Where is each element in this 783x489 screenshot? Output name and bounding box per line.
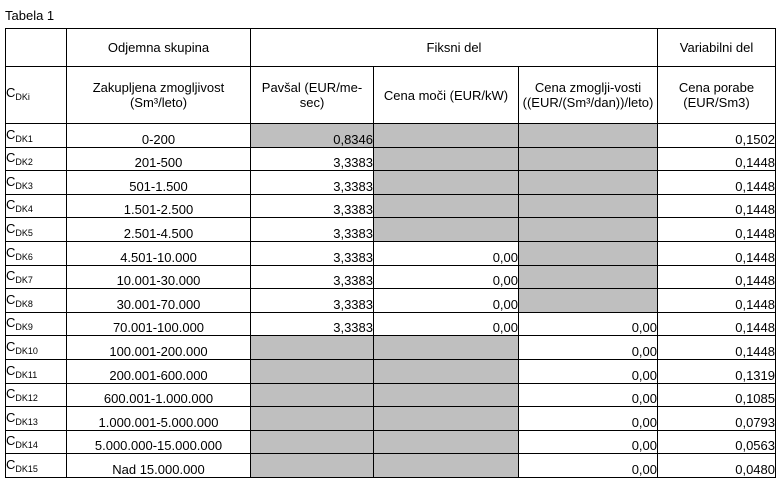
flat-fee-cell xyxy=(251,430,374,454)
consumption-price-cell: 0,1448 xyxy=(658,265,776,289)
header-group: Odjemna skupina xyxy=(67,29,251,67)
group-label-sub: DK9 xyxy=(15,322,33,333)
flat-fee-cell: 3,3383 xyxy=(251,265,374,289)
group-label-cell xyxy=(6,407,67,431)
capacity-price-cell: 0,00 xyxy=(519,407,658,431)
group-label-main: C xyxy=(6,386,16,402)
group-label-cell xyxy=(6,218,67,242)
power-price-cell xyxy=(374,218,519,242)
table-row xyxy=(6,430,776,454)
flat-fee-cell: 3,3383 xyxy=(251,241,374,265)
capacity-price-cell: 0,00 xyxy=(519,454,658,478)
group-label-main: C xyxy=(6,220,16,236)
table-row xyxy=(6,336,776,360)
power-price-cell xyxy=(374,383,519,407)
consumption-price-cell: 0,1448 xyxy=(658,312,776,336)
group-label-main: C xyxy=(6,126,16,142)
table-row xyxy=(6,124,776,148)
capacity-range-cell: 501-1.500 xyxy=(67,171,251,195)
table-caption: Tabela 1 xyxy=(5,8,55,23)
group-label-main: C xyxy=(6,291,16,307)
capacity-range-cell: 4.501-10.000 xyxy=(67,241,251,265)
group-label-sub: DK8 xyxy=(15,298,33,309)
capacity-range-cell: 0-200 xyxy=(67,124,251,148)
consumption-price-cell: 0,1085 xyxy=(658,383,776,407)
table-row xyxy=(6,454,776,478)
flat-fee-cell xyxy=(251,407,374,431)
header-row-bottom xyxy=(6,67,776,124)
header-capacity-price: Cena zmoglji-vosti ((EUR/(Sm³/dan))/leto) xyxy=(519,67,658,124)
table-row xyxy=(6,194,776,218)
group-label-main: C xyxy=(6,244,16,260)
consumption-price-cell: 0,1448 xyxy=(658,194,776,218)
capacity-price-cell xyxy=(519,265,658,289)
group-label-sub: DK1 xyxy=(15,133,33,144)
capacity-range-cell: 1.000.001-5.000.000 xyxy=(67,407,251,431)
flat-fee-cell xyxy=(251,359,374,383)
group-label-cell xyxy=(6,289,67,313)
power-price-cell: 0,00 xyxy=(374,289,519,313)
group-label-sub: DK5 xyxy=(15,227,33,238)
consumption-price-cell: 0,1448 xyxy=(658,289,776,313)
group-label-sub: DK7 xyxy=(15,275,33,286)
group-label-main: C xyxy=(6,197,16,213)
table-row xyxy=(6,218,776,242)
power-price-cell xyxy=(374,454,519,478)
capacity-range-cell: 1.501-2.500 xyxy=(67,194,251,218)
header-label-main: C xyxy=(6,85,16,100)
group-label-cell xyxy=(6,336,67,360)
capacity-price-cell xyxy=(519,241,658,265)
table-row xyxy=(6,407,776,431)
group-label-cell xyxy=(6,171,67,195)
capacity-price-cell xyxy=(519,194,658,218)
consumption-price-cell: 0,0480 xyxy=(658,454,776,478)
capacity-range-cell: 201-500 xyxy=(67,147,251,171)
flat-fee-cell: 3,3383 xyxy=(251,289,374,313)
capacity-range-cell: 10.001-30.000 xyxy=(67,265,251,289)
tariff-table xyxy=(5,28,776,478)
capacity-price-cell: 0,00 xyxy=(519,359,658,383)
consumption-price-cell: 0,1319 xyxy=(658,359,776,383)
flat-fee-cell xyxy=(251,336,374,360)
table-row xyxy=(6,383,776,407)
header-fixed-part: Fiksni del xyxy=(251,29,658,67)
flat-fee-cell: 3,3383 xyxy=(251,171,374,195)
power-price-cell xyxy=(374,124,519,148)
capacity-range-cell: 30.001-70.000 xyxy=(67,289,251,313)
capacity-range-cell: 600.001-1.000.000 xyxy=(67,383,251,407)
group-label-cell xyxy=(6,383,67,407)
header-variable-part: Variabilni del xyxy=(658,29,776,67)
table-row xyxy=(6,359,776,383)
flat-fee-cell xyxy=(251,383,374,407)
group-label-sub: DK12 xyxy=(15,393,38,404)
capacity-price-cell xyxy=(519,147,658,171)
group-label-sub: DK11 xyxy=(15,369,38,380)
power-price-cell xyxy=(374,147,519,171)
power-price-cell: 0,00 xyxy=(374,265,519,289)
group-label-main: C xyxy=(6,456,16,472)
consumption-price-cell: 0,1448 xyxy=(658,336,776,360)
group-label-sub: DK15 xyxy=(15,463,38,474)
group-label-cell xyxy=(6,241,67,265)
group-label-cell xyxy=(6,124,67,148)
header-flat-fee: Pavšal (EUR/me-sec) xyxy=(251,67,374,124)
capacity-range-cell: Nad 15.000.000 xyxy=(67,454,251,478)
consumption-price-cell: 0,1502 xyxy=(658,124,776,148)
table-row xyxy=(6,241,776,265)
flat-fee-cell: 3,3383 xyxy=(251,218,374,242)
group-label-main: C xyxy=(6,315,16,331)
capacity-range-cell: 5.000.000-15.000.000 xyxy=(67,430,251,454)
group-label-main: C xyxy=(6,173,16,189)
group-label-cell xyxy=(6,454,67,478)
table-row xyxy=(6,312,776,336)
power-price-cell: 0,00 xyxy=(374,312,519,336)
consumption-price-cell: 0,0793 xyxy=(658,407,776,431)
group-label-main: C xyxy=(6,433,16,449)
table-row xyxy=(6,147,776,171)
group-label-cell xyxy=(6,265,67,289)
capacity-range-cell: 70.001-100.000 xyxy=(67,312,251,336)
group-label-main: C xyxy=(6,362,16,378)
consumption-price-cell: 0,1448 xyxy=(658,147,776,171)
group-label-main: C xyxy=(6,409,16,425)
table-row xyxy=(6,171,776,195)
group-label-main: C xyxy=(6,268,16,284)
group-label-main: C xyxy=(6,338,16,354)
group-label-cell xyxy=(6,147,67,171)
group-label-sub: DK2 xyxy=(15,157,33,168)
header-capacity: Zakupljena zmogljivost (Sm³/leto) xyxy=(67,67,251,124)
flat-fee-cell xyxy=(251,454,374,478)
header-consumption-price: Cena porabe (EUR/Sm3) xyxy=(658,67,776,124)
flat-fee-cell: 0,8346 xyxy=(251,124,374,148)
flat-fee-cell: 3,3383 xyxy=(251,194,374,218)
power-price-cell xyxy=(374,407,519,431)
group-label-main: C xyxy=(6,150,16,166)
capacity-price-cell xyxy=(519,124,658,148)
group-label-sub: DK13 xyxy=(15,416,38,427)
power-price-cell: 0,00 xyxy=(374,241,519,265)
capacity-price-cell: 0,00 xyxy=(519,336,658,360)
capacity-price-cell: 0,00 xyxy=(519,430,658,454)
capacity-price-cell: 0,00 xyxy=(519,312,658,336)
capacity-price-cell: 0,00 xyxy=(519,383,658,407)
power-price-cell xyxy=(374,194,519,218)
group-label-cell xyxy=(6,430,67,454)
group-label-cell xyxy=(6,194,67,218)
power-price-cell xyxy=(374,336,519,360)
header-label-column xyxy=(6,67,67,124)
capacity-range-cell: 2.501-4.500 xyxy=(67,218,251,242)
group-label-sub: DK3 xyxy=(15,180,33,191)
table-row xyxy=(6,265,776,289)
table-row xyxy=(6,289,776,313)
group-label-sub: DK4 xyxy=(15,204,33,215)
consumption-price-cell: 0,0563 xyxy=(658,430,776,454)
header-row-top xyxy=(6,29,776,67)
capacity-range-cell: 100.001-200.000 xyxy=(67,336,251,360)
group-label-cell xyxy=(6,312,67,336)
flat-fee-cell: 3,3383 xyxy=(251,147,374,171)
power-price-cell xyxy=(374,430,519,454)
group-label-sub: DK14 xyxy=(15,440,38,451)
capacity-price-cell xyxy=(519,218,658,242)
group-label-sub: DK6 xyxy=(15,251,33,262)
group-label-cell xyxy=(6,359,67,383)
group-label-sub: DK10 xyxy=(15,345,38,356)
capacity-range-cell: 200.001-600.000 xyxy=(67,359,251,383)
consumption-price-cell: 0,1448 xyxy=(658,171,776,195)
capacity-price-cell xyxy=(519,289,658,313)
header-empty-cell xyxy=(6,29,67,67)
flat-fee-cell: 3,3383 xyxy=(251,312,374,336)
consumption-price-cell: 0,1448 xyxy=(658,241,776,265)
power-price-cell xyxy=(374,359,519,383)
power-price-cell xyxy=(374,171,519,195)
header-power-price: Cena moči (EUR/kW) xyxy=(374,67,519,124)
capacity-price-cell xyxy=(519,171,658,195)
consumption-price-cell: 0,1448 xyxy=(658,218,776,242)
header-label-sub: DKi xyxy=(15,92,30,102)
